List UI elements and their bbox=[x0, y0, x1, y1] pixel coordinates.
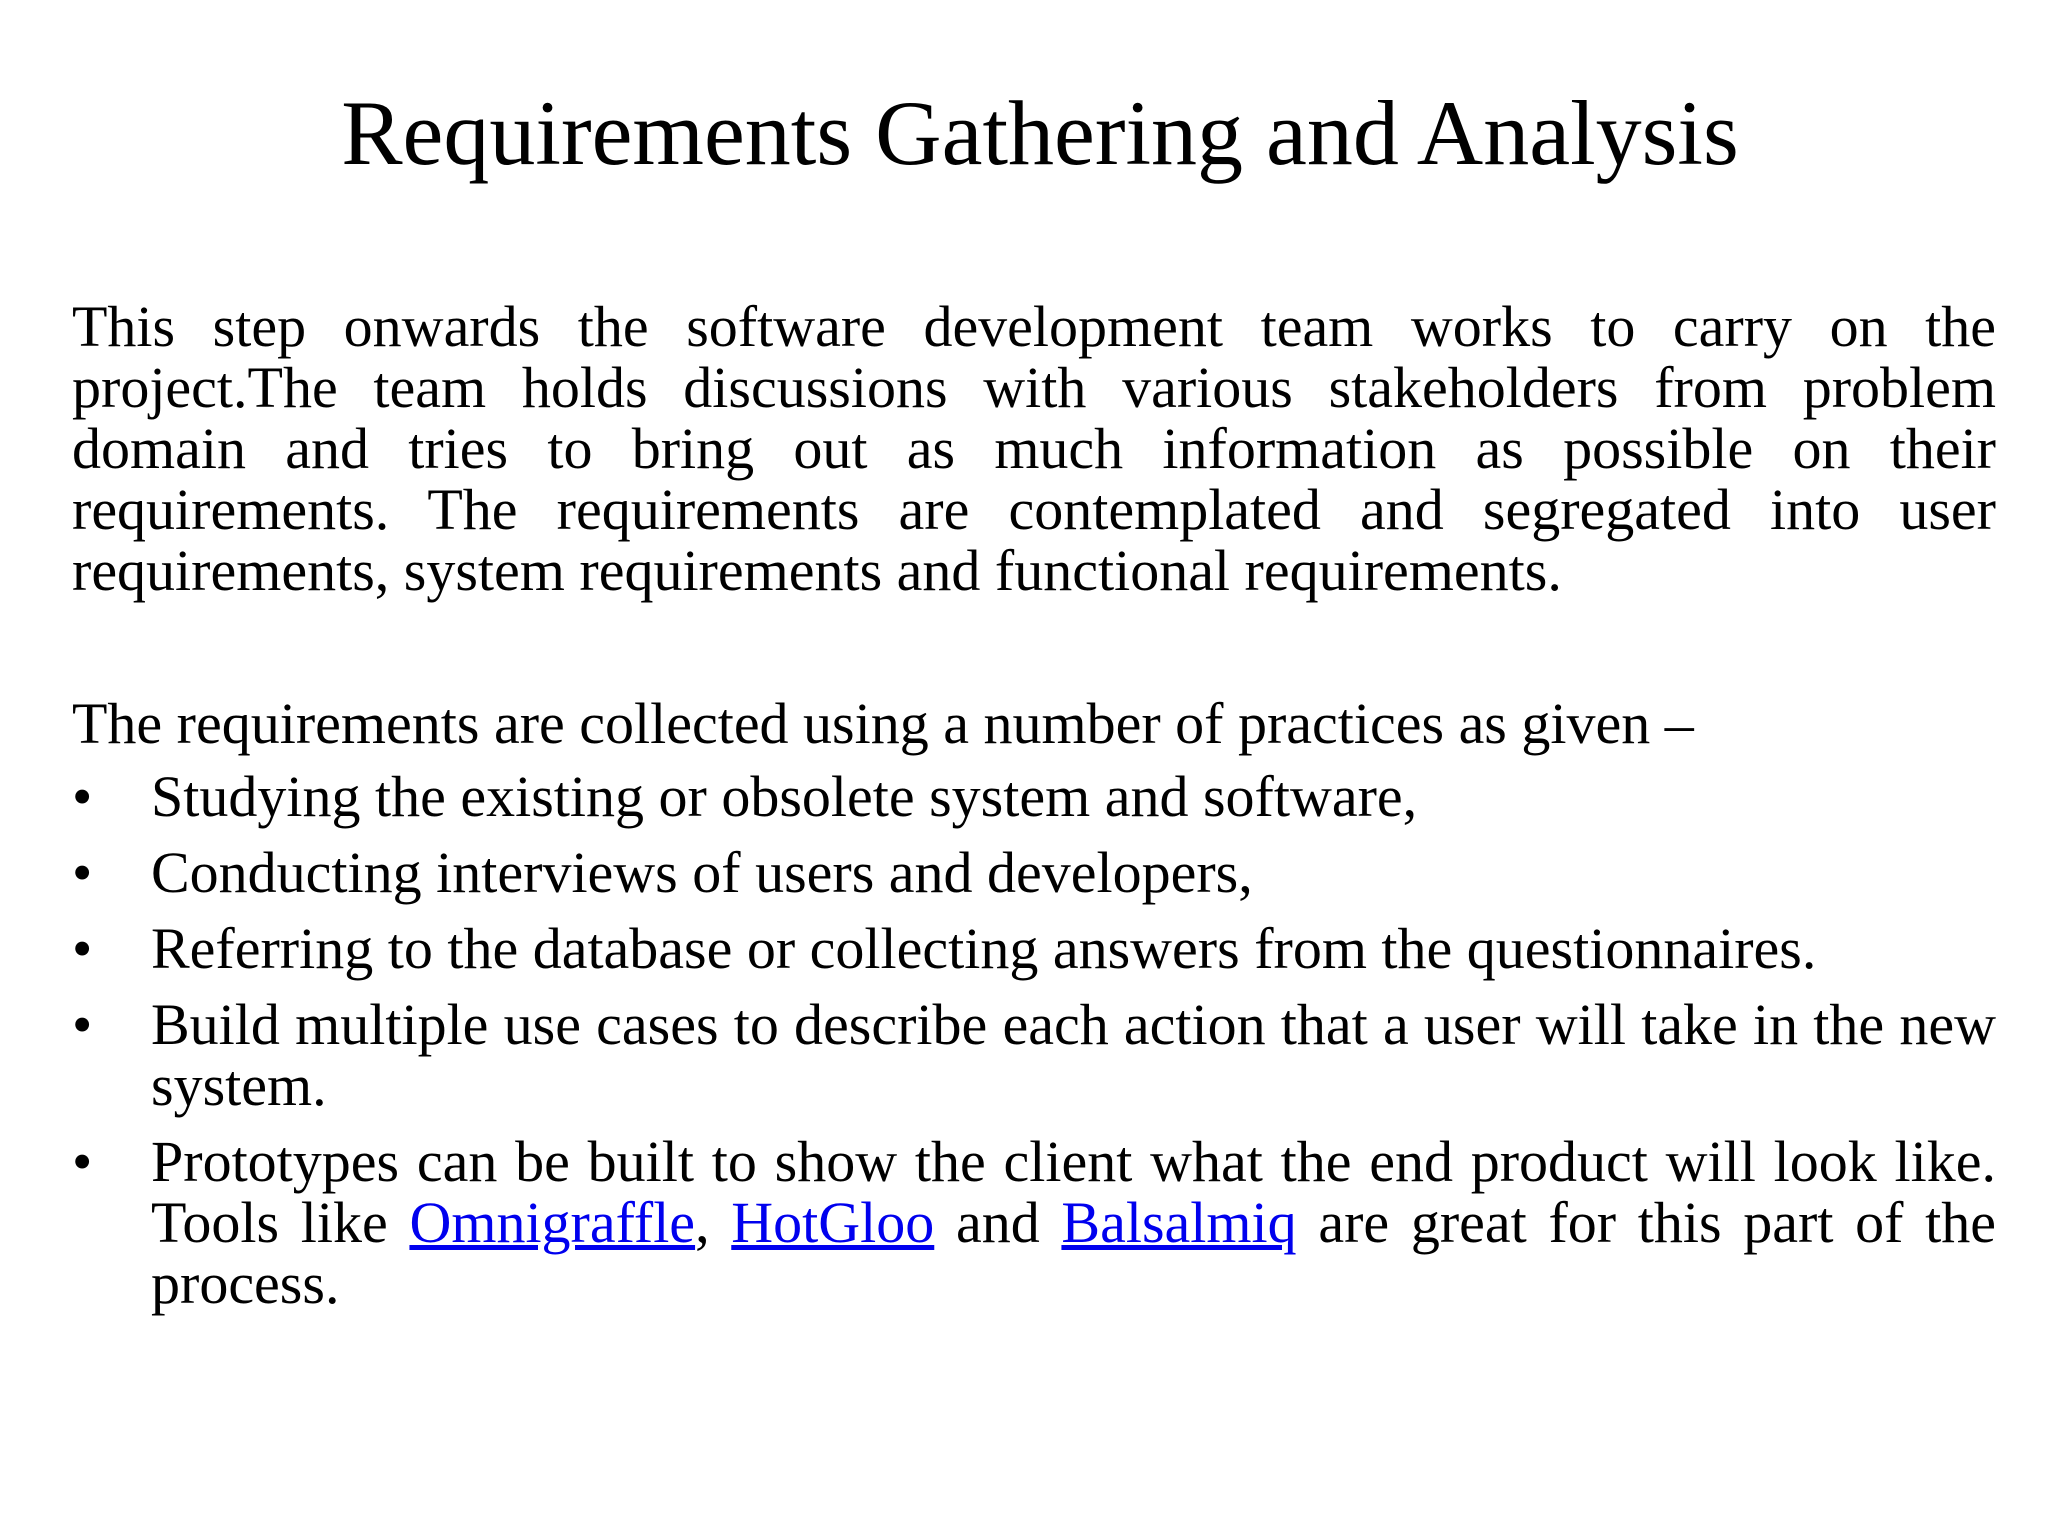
slide-content bbox=[72, 296, 1996, 1329]
link-separator-comma: , bbox=[695, 1190, 710, 1255]
bullet-icon: • bbox=[72, 764, 93, 829]
list-item-text-end: are great for this part of the process. bbox=[151, 1190, 1997, 1316]
practices-list bbox=[72, 766, 1996, 1314]
practices-intro: The requirements are collected using a number of practices as given – bbox=[72, 691, 1694, 756]
link-separator-and: and bbox=[955, 1190, 1040, 1255]
list-item-text: Conducting interviews of users and developers, bbox=[151, 840, 1253, 905]
list-item-text: Studying the existing or obsolete system and software, bbox=[151, 764, 1418, 829]
list-item-text: Build multiple use cases to describe each action that a user will take in the new system. bbox=[151, 992, 1996, 1118]
list-item bbox=[72, 994, 1996, 1116]
hotgloo-link[interactable]: HotGloo bbox=[731, 1190, 935, 1255]
list-item-text-start: Prototypes can be built to show the client what the end product will look like. Tools like bbox=[151, 1129, 1996, 1255]
bullet-icon: • bbox=[72, 1129, 93, 1194]
list-item bbox=[72, 1131, 1996, 1314]
bullet-icon: • bbox=[72, 992, 93, 1057]
list-item-text: Referring to the database or collecting answers from the questionnaires. bbox=[151, 916, 1817, 981]
bullet-icon: • bbox=[72, 840, 93, 905]
list-item bbox=[72, 918, 1996, 979]
list-item bbox=[72, 766, 1996, 827]
slide-title: Requirements Gathering and Analysis bbox=[341, 82, 1739, 184]
intro-paragraph: This step onwards the software development team works to carry on the project.The team holds discussions with various stakeholders from problem domain and tries to bring out as much information as possible on their requirements. The requirements are contemplated and segregated into user requirements, system requirements and functional requirements. bbox=[72, 294, 1996, 603]
bullet-icon: • bbox=[72, 916, 93, 981]
balsamiq-link[interactable]: Balsalmiq bbox=[1061, 1190, 1297, 1255]
omnigraffle-link[interactable]: Omnigraffle bbox=[409, 1190, 696, 1255]
list-item bbox=[72, 842, 1996, 903]
